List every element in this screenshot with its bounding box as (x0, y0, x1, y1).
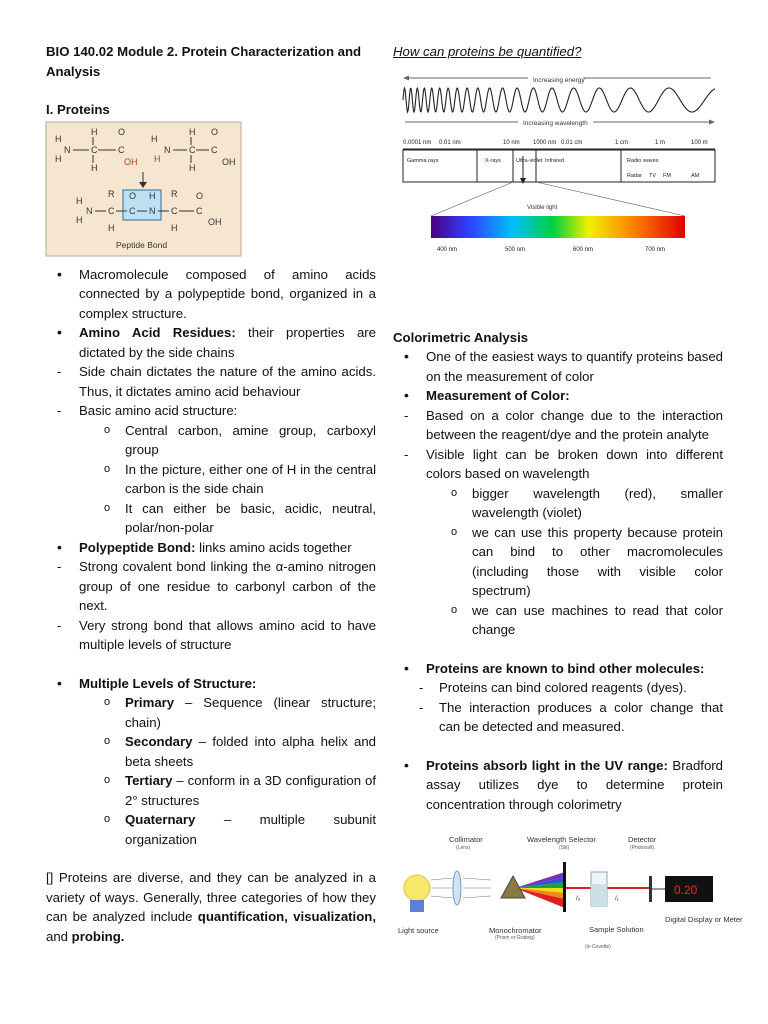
right-item: - Based on a color change due to the interaction between the reagent/dye and the protein analyte (393, 406, 723, 445)
svg-text:N: N (64, 144, 71, 155)
svg-text:OH: OH (222, 156, 236, 167)
binding-item: - Proteins can bind colored reagents (dyes). (393, 678, 723, 698)
right-item: o we can use this property because protein can bind to other macromolecules (including those with visible color spectrum) (393, 523, 723, 601)
right-item: - Visible light can be broken down into different colors based on wavelength (393, 445, 723, 484)
left-item: - Very strong bond that allows amino acid to have multiple levels of structure (46, 616, 376, 655)
left-column (46, 42, 376, 946)
svg-text:(Slit): (Slit) (559, 845, 570, 851)
visible-tick-label: 400 nm (437, 246, 458, 253)
structure-level-item: o Tertiary – conform in a 3D configuration of 2° structures (46, 771, 376, 810)
svg-text:H: H (91, 126, 98, 137)
wavelength-tick-label: 0.01 nm (439, 139, 461, 146)
left-item: • Polypeptide Bond: links amino acids together (46, 538, 376, 558)
section-heading-proteins: I. Proteins (46, 102, 110, 117)
svg-text:N: N (164, 144, 171, 155)
bulb-base (410, 900, 424, 912)
right-item: • Measurement of Color: (393, 386, 723, 406)
binding-item: - The interaction produces a color change that can be detected and measured. (393, 698, 723, 737)
uv-list (393, 756, 723, 815)
svg-text:H: H (76, 214, 83, 225)
left-item: - Strong covalent bond linking the α-amino nitrogen group of one residue to carbonyl carbon of the next. (46, 557, 376, 616)
svg-text:(Photocell): (Photocell) (630, 845, 654, 851)
svg-text:C: C (196, 205, 203, 216)
spectrophotometer-figure (393, 832, 743, 962)
svg-text:OH: OH (124, 156, 138, 167)
left-item: o Central carbon, amine group, carboxyl group (46, 421, 376, 460)
svg-text:I₀: I₀ (576, 896, 581, 902)
svg-text:C: C (108, 205, 115, 216)
svg-text:O: O (129, 190, 137, 201)
right-column (393, 42, 743, 962)
wavelength-tick-label: 0.01 cm (561, 139, 583, 146)
display-reading: 0.20 (674, 883, 698, 897)
svg-text:H: H (91, 162, 98, 173)
peptide-bond-diagram (46, 122, 241, 256)
structure-level-item: o Primary – Sequence (linear structure; chain) (46, 693, 376, 732)
visible-light-label: Visible light (527, 204, 558, 211)
svg-text:R: R (171, 188, 178, 199)
binding-list (393, 659, 723, 679)
structure-level-item: o Quaternary – multiple subunit organization (46, 810, 376, 849)
svg-text:H: H (151, 133, 158, 144)
structure-levels (46, 693, 376, 849)
quantification-question: How can proteins be quantified? (393, 44, 582, 59)
levels-heading: • Multiple Levels of Structure: (46, 674, 376, 694)
svg-text:H: H (154, 153, 161, 164)
light-bulb-icon (404, 875, 430, 901)
uv-absorption-item: • Proteins absorb light in the UV range: Bradford assay utilizes dye to determine protein concentration through colorimetry (393, 756, 723, 815)
svg-text:(in Cuvette): (in Cuvette) (585, 944, 611, 950)
svg-text:N: N (149, 205, 156, 216)
radio-sub-label: FM (663, 172, 671, 179)
em-band-label: Infrared (545, 157, 564, 164)
svg-text:O: O (118, 126, 126, 137)
protein-bullet-list (46, 265, 376, 655)
svg-text:OH: OH (208, 216, 222, 227)
cuvette-icon (591, 884, 607, 906)
svg-text:C: C (189, 144, 196, 155)
slit-icon (563, 862, 566, 912)
svg-text:H: H (55, 133, 62, 144)
binding-items (393, 678, 723, 737)
em-band-label: X-rays (485, 157, 501, 164)
em-band-label: Radio waves (627, 157, 659, 164)
em-band-label: Gamma rays (407, 157, 439, 164)
wavelength-tick-label: 100 m (691, 139, 708, 146)
peptide-bond-label: Peptide Bond (116, 239, 168, 250)
radio-sub-label: TV (649, 172, 657, 179)
photocell-icon (649, 876, 652, 902)
svg-text:H: H (189, 162, 196, 173)
svg-text:H: H (171, 222, 178, 233)
svg-text:N: N (86, 205, 93, 216)
closing-paragraph: [] Proteins are diverse, and they can be analyzed in a variety of ways. Generally, three categories of how they can be analyzed include quantification, visualization, and probing. (46, 870, 376, 944)
svg-text:R: R (108, 188, 115, 199)
left-item: - Side chain dictates the nature of the amino acids. Thus, it dictates amino acid behaviour (46, 362, 376, 401)
left-item: • Macromolecule composed of amino acids connected by a polypeptide bond, organized in a complex structure. (46, 265, 376, 324)
left-item: - Basic amino acid structure: (46, 401, 376, 421)
svg-text:H: H (55, 153, 62, 164)
right-item: o we can use machines to read that color change (393, 601, 723, 640)
radio-sub-label: Radar (627, 172, 642, 179)
radio-sub-label: AM (691, 172, 700, 179)
visible-tick-label: 700 nm (645, 246, 666, 253)
wavelength-tick-label: 10 nm (503, 139, 520, 146)
right-item: o bigger wavelength (red), smaller wavelength (violet) (393, 484, 723, 523)
wavelength-tick-label: 0.0001 nm (403, 139, 432, 146)
sample-label: Sample Solution (589, 925, 644, 934)
increasing-wavelength-label: Increasing wavelength (523, 119, 588, 127)
binding-heading: • Proteins are known to bind other molecules: (393, 659, 723, 679)
document-title: BIO 140.02 Module 2. Protein Characterization and Analysis (46, 44, 362, 79)
em-band-label: Ultra-violet (516, 157, 543, 164)
svg-text:C: C (118, 144, 125, 155)
svg-text:H: H (76, 195, 83, 206)
wavelength-tick-label: 1 m (655, 139, 666, 146)
collimator-label: Collimator (449, 835, 483, 844)
em-spectrum-diagram (393, 74, 723, 274)
svg-text:(Prism or Grating): (Prism or Grating) (495, 935, 535, 941)
svg-text:C: C (211, 144, 218, 155)
detector-label: Detector (628, 835, 657, 844)
spectrophotometer-diagram (393, 832, 743, 962)
display-label: Digital Display or Meter (665, 915, 743, 924)
svg-text:C: C (129, 205, 136, 216)
wavelength-selector-label: Wavelength Selector (527, 835, 596, 844)
left-item: o In the picture, either one of H in the central carbon is the side chain (46, 460, 376, 499)
svg-text:(Lens): (Lens) (456, 845, 471, 851)
left-item: o It can either be basic, acidic, neutral, polar/non-polar (46, 499, 376, 538)
structure-level-item: o Secondary – folded into alpha helix and beta sheets (46, 732, 376, 771)
svg-text:H: H (108, 222, 115, 233)
lens-icon (453, 871, 461, 905)
levels-list (46, 674, 376, 694)
light-source-label: Light source (398, 926, 439, 935)
visible-tick-label: 600 nm (573, 246, 594, 253)
colorimetric-list (393, 347, 723, 640)
visible-spectrum-bar (431, 216, 685, 238)
wavelength-tick-label: 1000 nm (533, 139, 557, 146)
colorimetric-heading: Colorimetric Analysis (393, 329, 529, 345)
left-item: • Amino Acid Residues: their properties are dictated by the side chains (46, 323, 376, 362)
peptide-bond-figure (46, 122, 241, 256)
right-item: • One of the easiest ways to quantify proteins based on the measurement of color (393, 347, 723, 386)
increasing-energy-label: Increasing energy (533, 76, 585, 84)
svg-text:O: O (211, 126, 219, 137)
svg-text:H: H (189, 126, 196, 137)
visible-tick-label: 500 nm (505, 246, 526, 253)
svg-text:H: H (149, 190, 156, 201)
svg-text:C: C (171, 205, 178, 216)
monochromator-label: Monochromator (489, 926, 542, 935)
svg-text:C: C (91, 144, 98, 155)
em-spectrum-figure (393, 74, 723, 274)
svg-text:I₁: I₁ (615, 896, 619, 902)
em-wave (403, 88, 715, 112)
svg-text:O: O (196, 190, 204, 201)
wavelength-tick-label: 1 cm (615, 139, 629, 146)
